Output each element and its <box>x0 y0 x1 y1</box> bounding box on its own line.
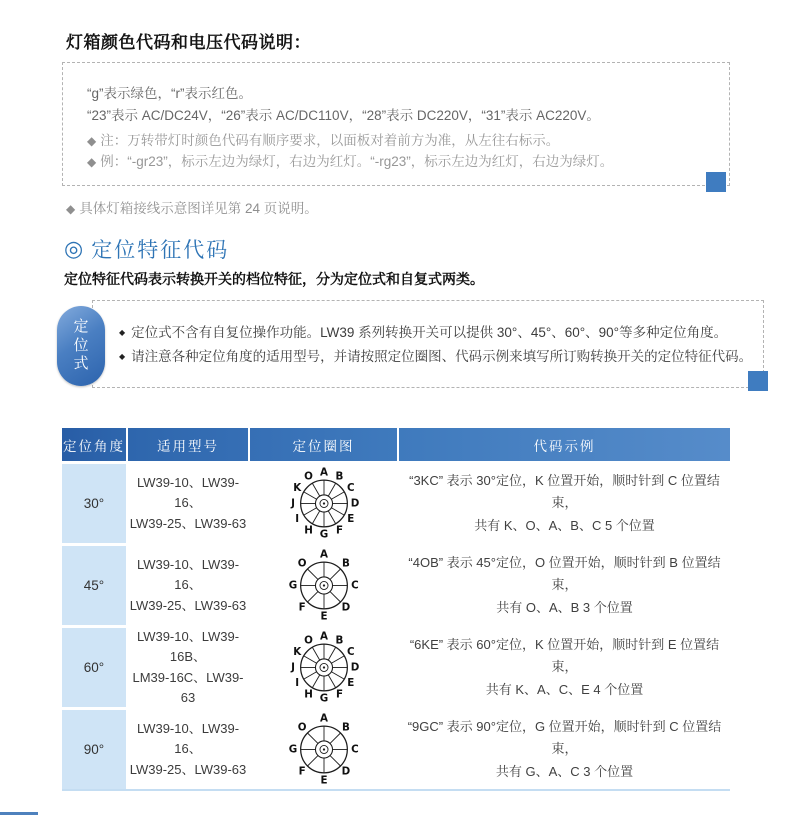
section-intro: 定位特征代码表示转换开关的档位特征，分为定位式和自复式两类。 <box>64 271 484 287</box>
svg-text:D: D <box>350 497 359 510</box>
svg-text:H: H <box>303 688 313 701</box>
svg-text:E: E <box>346 512 354 525</box>
svg-text:B: B <box>335 470 343 483</box>
column-header-angle: 定位角度 <box>62 428 126 461</box>
page-title: 灯箱颜色代码和电压代码说明： <box>66 33 311 52</box>
angle-cell: 90° <box>62 710 126 789</box>
example-note-text: 例：“-gr23”，标示左边为绿灯，右边为红灯。“-rg23”，标示左边为红灯，右边为绿灯。 <box>100 154 614 169</box>
positioning-type-box <box>92 300 764 388</box>
angle-cell: 45° <box>62 546 126 625</box>
svg-text:I: I <box>294 676 299 689</box>
models-line: LW39-25、LW39-63 <box>129 515 247 531</box>
models-cell <box>128 464 248 543</box>
example-line: “4OB” 表示 45°定位，O 位置开始，顺时针到 B 位置结束， <box>408 555 721 593</box>
label-char: 式 <box>73 355 89 373</box>
example-cell <box>399 710 730 789</box>
section-title: 定位特征代码 <box>91 239 230 262</box>
svg-text:A: A <box>319 548 328 561</box>
svg-text:I: I <box>294 512 299 525</box>
svg-text:G: G <box>319 692 328 705</box>
models-cell <box>128 628 248 707</box>
label-char: 位 <box>73 336 89 354</box>
order-note-line <box>87 129 559 149</box>
svg-text:B: B <box>341 557 350 570</box>
positioning-bullet-1 <box>119 321 727 341</box>
svg-text:A: A <box>319 466 328 479</box>
models-cell <box>128 710 248 789</box>
models-line: LW39-10、LW39-16、 <box>136 557 240 593</box>
decorative-blue-square <box>706 172 726 192</box>
positioning-circle-diagram <box>250 628 397 707</box>
diamond-icon: ◆ <box>87 134 97 148</box>
models-cell <box>128 546 248 625</box>
svg-text:D: D <box>341 601 350 614</box>
svg-text:G: G <box>288 743 297 756</box>
positioning-circle-diagram <box>250 464 397 543</box>
svg-text:B: B <box>341 721 350 734</box>
svg-text:G: G <box>319 528 328 541</box>
angle-cell: 60° <box>62 628 126 707</box>
svg-text:F: F <box>335 688 343 701</box>
angle-cell: 30° <box>62 464 126 543</box>
diamond-icon: ◆ <box>87 155 97 169</box>
positioning-circle-diagram <box>250 546 397 625</box>
positioning-angle-table <box>62 428 730 791</box>
lamp-code-note-box <box>62 62 730 186</box>
bullet-icon: ◆ <box>119 352 126 361</box>
column-header-models: 适用型号 <box>128 428 248 461</box>
wiring-diagram-note <box>66 197 318 217</box>
positioning-bullet-1-text: 定位式不含有自复位操作功能。LW39 系列转换开关可以提供 30°、45°、60°、90°等多种定位角度。 <box>131 325 728 340</box>
positioning-bullet-2 <box>119 345 752 365</box>
svg-text:O: O <box>297 721 306 734</box>
svg-text:D: D <box>350 661 359 674</box>
double-circle-icon: ◎ <box>64 236 84 261</box>
example-note-line <box>87 150 613 170</box>
column-header-example: 代码示例 <box>399 428 730 461</box>
models-line: LM39-16C、LW39-63 <box>132 669 244 705</box>
svg-text:E: E <box>346 676 354 689</box>
svg-text:K: K <box>292 482 301 495</box>
positioning-circle-diagram <box>250 710 397 789</box>
svg-text:D: D <box>341 765 350 778</box>
order-note-text: 注：万转带灯时颜色代码有顺序要求，以面板对着前方为准，从左往右标示。 <box>100 133 560 148</box>
example-line: “6KE” 表示 60°定位，K 位置开始，顺时针到 E 位置结束， <box>409 637 720 675</box>
color-code-line: “g”表示绿色，“r”表示红色。 <box>87 86 252 101</box>
positioning-type-label <box>57 306 105 386</box>
example-line: 共有 K、A、C、E 4 个位置 <box>485 681 644 697</box>
bullet-icon: ◆ <box>119 328 126 337</box>
voltage-code-line: “23”表示 AC/DC24V，“26”表示 AC/DC110V，“28”表示 DC220V，“31”表示 AC220V。 <box>87 108 600 123</box>
section-header <box>64 234 229 264</box>
svg-text:J: J <box>290 497 295 510</box>
svg-text:F: F <box>298 765 306 778</box>
example-line: 共有 G、A、C 3 个位置 <box>495 763 634 779</box>
svg-text:H: H <box>303 524 313 537</box>
svg-text:C: C <box>346 482 355 495</box>
svg-text:A: A <box>319 712 328 725</box>
example-line: “3KC” 表示 30°定位，K 位置开始，顺时针到 C 位置结束， <box>409 473 720 511</box>
models-line: LW39-10、LW39-16、 <box>136 721 240 757</box>
column-header-diagram: 定位圈图 <box>250 428 397 461</box>
example-line: 共有 K、O、A、B、C 5 个位置 <box>474 517 655 533</box>
models-line: LW39-25、LW39-63 <box>129 761 247 777</box>
svg-text:E: E <box>319 610 328 623</box>
svg-text:C: C <box>346 646 355 659</box>
svg-text:O: O <box>303 634 313 647</box>
svg-text:K: K <box>292 646 301 659</box>
models-line: LW39-10、LW39-16B、 <box>136 629 240 665</box>
example-line: “9GC” 表示 90°定位，G 位置开始，顺时针到 C 位置结束， <box>407 719 722 757</box>
svg-text:B: B <box>335 634 343 647</box>
wiring-note-text: 具体灯箱接线示意图详见第 24 页说明。 <box>79 201 318 216</box>
svg-text:G: G <box>288 579 297 592</box>
decorative-blue-square <box>748 371 768 391</box>
models-line: LW39-10、LW39-16、 <box>136 475 240 511</box>
svg-text:O: O <box>297 557 306 570</box>
svg-text:F: F <box>335 524 343 537</box>
svg-text:J: J <box>290 661 295 674</box>
diamond-icon: ◆ <box>66 202 76 216</box>
positioning-bullet-2-text: 请注意各种定位角度的适用型号，并请按照定位圈图、代码示例来填写所订购转换开关的定位特征代码。 <box>131 349 753 364</box>
svg-text:E: E <box>319 774 328 787</box>
svg-text:C: C <box>350 743 359 756</box>
page-edge-blue-bar <box>0 812 38 815</box>
svg-text:C: C <box>350 579 359 592</box>
svg-text:O: O <box>303 470 313 483</box>
example-line: 共有 O、A、B 3 个位置 <box>496 599 633 615</box>
svg-text:F: F <box>298 601 306 614</box>
example-cell <box>399 628 730 707</box>
svg-text:A: A <box>319 630 328 643</box>
example-cell <box>399 546 730 625</box>
example-cell <box>399 464 730 543</box>
label-char: 定 <box>73 317 89 335</box>
models-line: LW39-25、LW39-63 <box>129 597 247 613</box>
